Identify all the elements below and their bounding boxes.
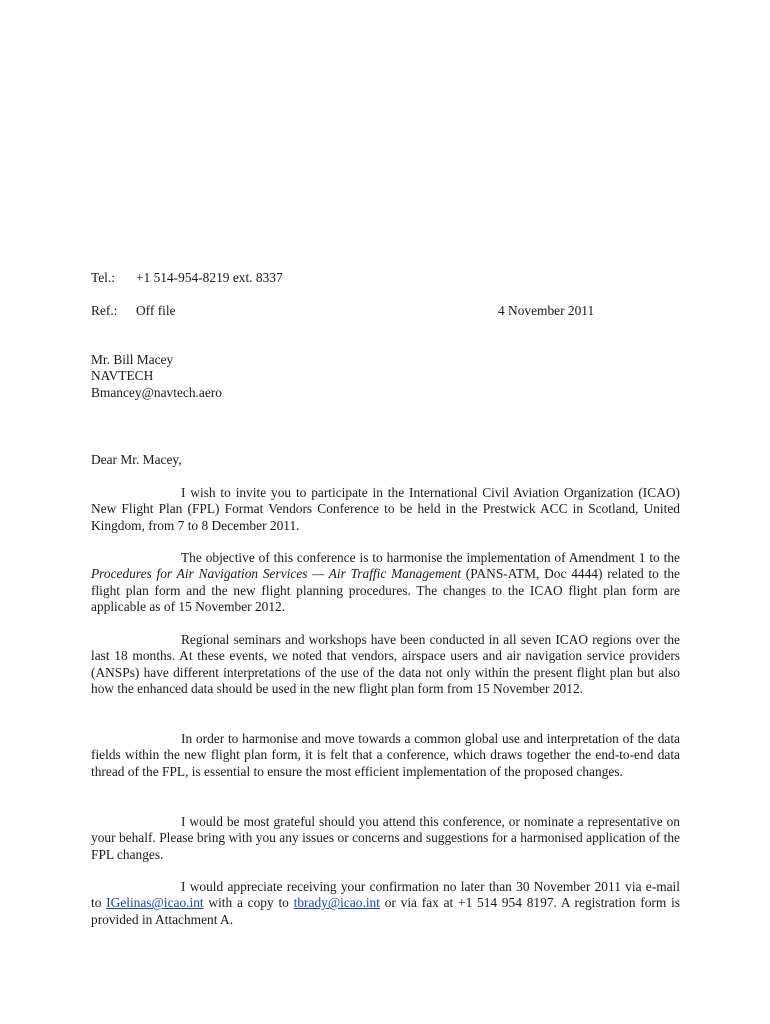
letter-date: 4 November 2011 (498, 303, 595, 318)
recipient-name: Mr. Bill Macey (91, 352, 174, 367)
ref-label: Ref.: (91, 303, 118, 318)
salutation: Dear Mr. Macey, (91, 452, 182, 467)
paragraph-confirmation-text-b: with a copy to (203, 895, 294, 911)
paragraph-invitation: I wish to invite you to participate in the International Civil Aviation Organization (ICAO) New Flight Plan (FPL) Format Vendors Conference to be held in the Prestwick ACC in Scotland, United Kingdom, from 7 to 8 December 2011. (91, 485, 680, 533)
document-title-italic: Procedures for Air Navigation Services — Air Traffic Management (91, 566, 462, 582)
recipient-organization: NAVTECH (91, 368, 154, 384)
tel-label: Tel.: (91, 270, 115, 285)
paragraph-objective (91, 550, 680, 616)
paragraph-confirmation-text-a: I would appreciate receiving your confirmation no later than 30 November 2011 via e-mail to (91, 879, 680, 911)
email-link-tbrady[interactable]: tbrady@icao.int (293, 895, 380, 911)
paragraph-attendance: I would be most grateful should you attend this conference, or nominate a representative on your behalf. Please bring with you any issues or concerns and suggestions for a harmonised application of the FPL changes. (91, 814, 680, 862)
ref-value: Off file (136, 303, 176, 318)
paragraph-objective-text-a: The objective of this conference is to harmonise the implementation of Amendment 1 to the (181, 550, 680, 565)
paragraph-confirmation-text-c: or via fax at +1 514 954 8197. A registration form is provided in Attachment A. (91, 895, 680, 927)
paragraph-confirmation (91, 879, 680, 928)
paragraph-seminars: Regional seminars and workshops have been conducted in all seven ICAO regions over the last 18 months. At these events, we noted that vendors, airspace users and air navigation service providers (ANSPs) have different interpretations of the use of the data not only within the present flight plan but also how the enhanced data should be used in the new flight plan form from 15 November 2012. (91, 632, 680, 697)
paragraph-harmonise: In order to harmonise and move towards a common global use and interpretation of the data fields within the new flight plan form, it is felt that a conference, which draws together the end-to-end data thread of the FPL, is essential to ensure the most efficient implementation of the proposed changes. (91, 731, 680, 779)
recipient-email: Bmancey@navtech.aero (91, 384, 222, 400)
email-link-igelinas[interactable]: IGelinas@icao.int (106, 895, 204, 911)
paragraph-objective-text-b: (PANS-ATM, Doc 4444) related to the flight plan form and the new flight planning procedures. The changes to the ICAO flight plan form are applicable as of 15 November 2012. (91, 566, 680, 615)
tel-value: +1 514-954-8219 ext. 8337 (136, 270, 283, 285)
recipient-address (91, 352, 222, 401)
